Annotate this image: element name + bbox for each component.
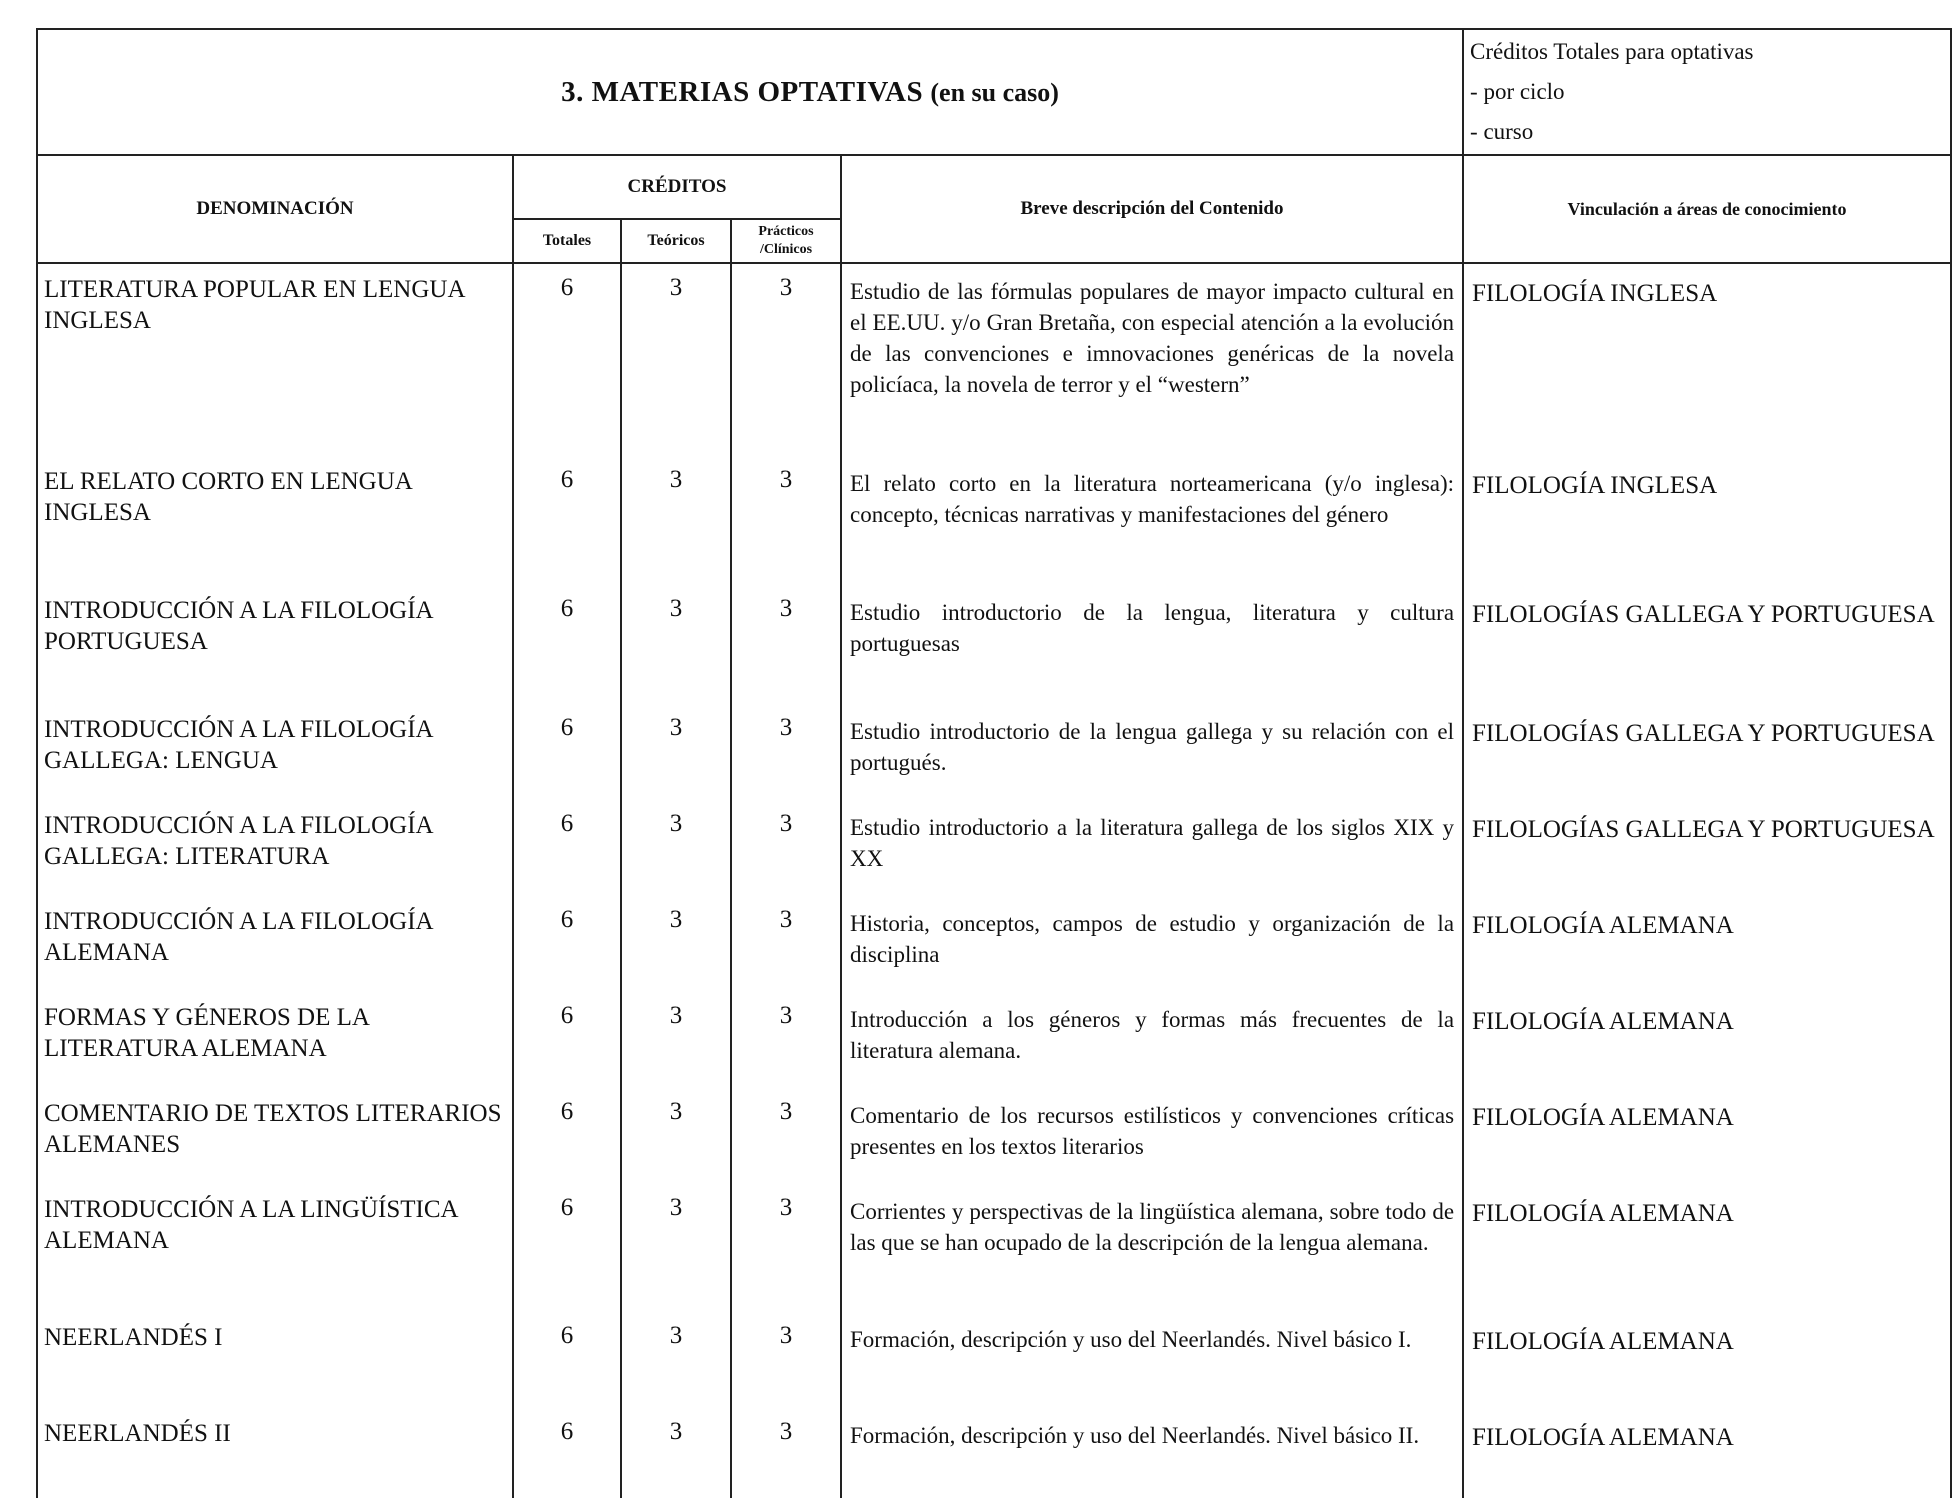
subject-description: El relato corto en la literatura norteamericana (y/o inglesa): concepto, técnicas narrativas y manifestaciones del género	[841, 456, 1463, 585]
credits-teoricos: 3	[621, 263, 731, 456]
credits-totales: 6	[513, 456, 621, 585]
header-denominacion: DENOMINACIÓN	[37, 155, 513, 263]
credits-teoricos: 3	[621, 1312, 731, 1408]
credits-totales: 6	[513, 263, 621, 456]
subject-name: INTRODUCCIÓN A LA FILOLOGÍA GALLEGA: LENGUA	[37, 704, 513, 800]
subject-description: Estudio introductorio de la lengua gallega y su relación con el portugués.	[841, 704, 1463, 800]
credits-totales: 6	[513, 704, 621, 800]
credits-teoricos: 3	[621, 456, 731, 585]
knowledge-area: FILOLOGÍA ALEMANA	[1463, 896, 1951, 992]
table-row	[37, 992, 1951, 1088]
credits-practicos: 3	[731, 992, 841, 1088]
credits-label: Créditos Totales para optativas	[1470, 39, 1754, 64]
knowledge-area: FILOLOGÍA ALEMANA	[1463, 1184, 1951, 1312]
knowledge-area: FILOLOGÍAS GALLEGA Y PORTUGUESA	[1463, 800, 1951, 896]
table-row	[37, 1184, 1951, 1312]
credits-totales: 6	[513, 1184, 621, 1312]
credits-teoricos: 3	[621, 1408, 731, 1498]
credits-teoricos: 3	[621, 992, 731, 1088]
subject-name: FORMAS Y GÉNEROS DE LA LITERATURA ALEMANA	[37, 992, 513, 1088]
table-row	[37, 1088, 1951, 1184]
knowledge-area: FILOLOGÍA INGLESA	[1463, 263, 1951, 456]
credits-teoricos: 3	[621, 1088, 731, 1184]
document-page	[36, 28, 1950, 1498]
table-row	[37, 456, 1951, 585]
knowledge-area: FILOLOGÍA ALEMANA	[1463, 992, 1951, 1088]
table-row	[37, 1408, 1951, 1498]
credits-totales: 6	[513, 1408, 621, 1498]
credits-practicos: 3	[731, 1184, 841, 1312]
subject-name: INTRODUCCIÓN A LA FILOLOGÍA ALEMANA	[37, 896, 513, 992]
section-title-main: 3. MATERIAS OPTATIVAS	[561, 75, 924, 108]
credits-teoricos: 3	[621, 704, 731, 800]
subject-name: INTRODUCCIÓN A LA FILOLOGÍA GALLEGA: LITERATURA	[37, 800, 513, 896]
credits-course: - curso	[1470, 119, 1534, 144]
subject-name: INTRODUCCIÓN A LA LINGÜÍSTICA ALEMANA	[37, 1184, 513, 1312]
subject-description: Corrientes y perspectivas de la lingüística alemana, sobre todo de las que se han ocupado de la descripción de la lengua alemana.	[841, 1184, 1463, 1312]
knowledge-area: FILOLOGÍA ALEMANA	[1463, 1312, 1951, 1408]
credits-teoricos: 3	[621, 800, 731, 896]
title-row	[37, 29, 1951, 155]
credits-teoricos: 3	[621, 896, 731, 992]
credits-practicos: 3	[731, 896, 841, 992]
table-row	[37, 800, 1951, 896]
subject-description: Estudio introductorio de la lengua, literatura y cultura portuguesas	[841, 585, 1463, 704]
header-totales: Totales	[513, 219, 621, 263]
credits-totales: 6	[513, 896, 621, 992]
table-row	[37, 896, 1951, 992]
credits-practicos: 3	[731, 585, 841, 704]
subject-description: Formación, descripción y uso del Neerlandés. Nivel básico I.	[841, 1312, 1463, 1408]
credits-practicos: 3	[731, 456, 841, 585]
knowledge-area: FILOLOGÍAS GALLEGA Y PORTUGUESA	[1463, 704, 1951, 800]
section-title-note: (en su caso)	[930, 77, 1059, 107]
credits-totales: 6	[513, 800, 621, 896]
subject-name: INTRODUCCIÓN A LA FILOLOGÍA PORTUGUESA	[37, 585, 513, 704]
subject-description: Estudio de las fórmulas populares de mayor impacto cultural en el EE.UU. y/o Gran Bretaña, con especial atención a la evolución de las convenciones e imnovaciones genéricas de la novela policíaca, la novela de terror y el “western”	[841, 263, 1463, 456]
credits-totales: 6	[513, 992, 621, 1088]
credits-teoricos: 3	[621, 1184, 731, 1312]
subject-name: EL RELATO CORTO EN LENGUA INGLESA	[37, 456, 513, 585]
knowledge-area: FILOLOGÍAS GALLEGA Y PORTUGUESA	[1463, 585, 1951, 704]
credits-practicos: 3	[731, 704, 841, 800]
subject-description: Introducción a los géneros y formas más frecuentes de la literatura alemana.	[841, 992, 1463, 1088]
credits-totales: 6	[513, 1312, 621, 1408]
credits-practicos: 3	[731, 1312, 841, 1408]
header-descripcion: Breve descripción del Contenido	[841, 155, 1463, 263]
credits-totales: 6	[513, 1088, 621, 1184]
credits-practicos: 3	[731, 263, 841, 456]
subject-name: NEERLANDÉS II	[37, 1408, 513, 1498]
table-row	[37, 263, 1951, 456]
knowledge-area: FILOLOGÍA ALEMANA	[1463, 1408, 1951, 1498]
credits-practicos: 3	[731, 1088, 841, 1184]
credits-note	[1463, 29, 1951, 155]
column-header-row	[37, 155, 1951, 219]
subject-name: LITERATURA POPULAR EN LENGUA INGLESA	[37, 263, 513, 456]
subject-description: Historia, conceptos, campos de estudio y organización de la disciplina	[841, 896, 1463, 992]
credits-teoricos: 3	[621, 585, 731, 704]
header-creditos: CRÉDITOS	[513, 155, 841, 219]
credits-per-cycle: - por ciclo	[1470, 79, 1565, 104]
subject-name: COMENTARIO DE TEXTOS LITERARIOS ALEMANES	[37, 1088, 513, 1184]
table-row	[37, 704, 1951, 800]
credits-practicos: 3	[731, 1408, 841, 1498]
credits-practicos: 3	[731, 800, 841, 896]
knowledge-area: FILOLOGÍA INGLESA	[1463, 456, 1951, 585]
header-teoricos: Teóricos	[621, 219, 731, 263]
header-vinculacion: Vinculación a áreas de conocimiento	[1463, 155, 1951, 263]
optativas-table	[36, 28, 1952, 1498]
table-row	[37, 1312, 1951, 1408]
subject-description: Estudio introductorio a la literatura gallega de los siglos XIX y XX	[841, 800, 1463, 896]
credits-totales: 6	[513, 585, 621, 704]
table-row	[37, 585, 1951, 704]
subject-description: Comentario de los recursos estilísticos y convenciones críticas presentes en los textos literarios	[841, 1088, 1463, 1184]
knowledge-area: FILOLOGÍA ALEMANA	[1463, 1088, 1951, 1184]
section-title	[37, 29, 1463, 155]
subject-description: Formación, descripción y uso del Neerlandés. Nivel básico II.	[841, 1408, 1463, 1498]
header-practicos: Prácticos /Clínicos	[731, 219, 841, 263]
subject-name: NEERLANDÉS I	[37, 1312, 513, 1408]
